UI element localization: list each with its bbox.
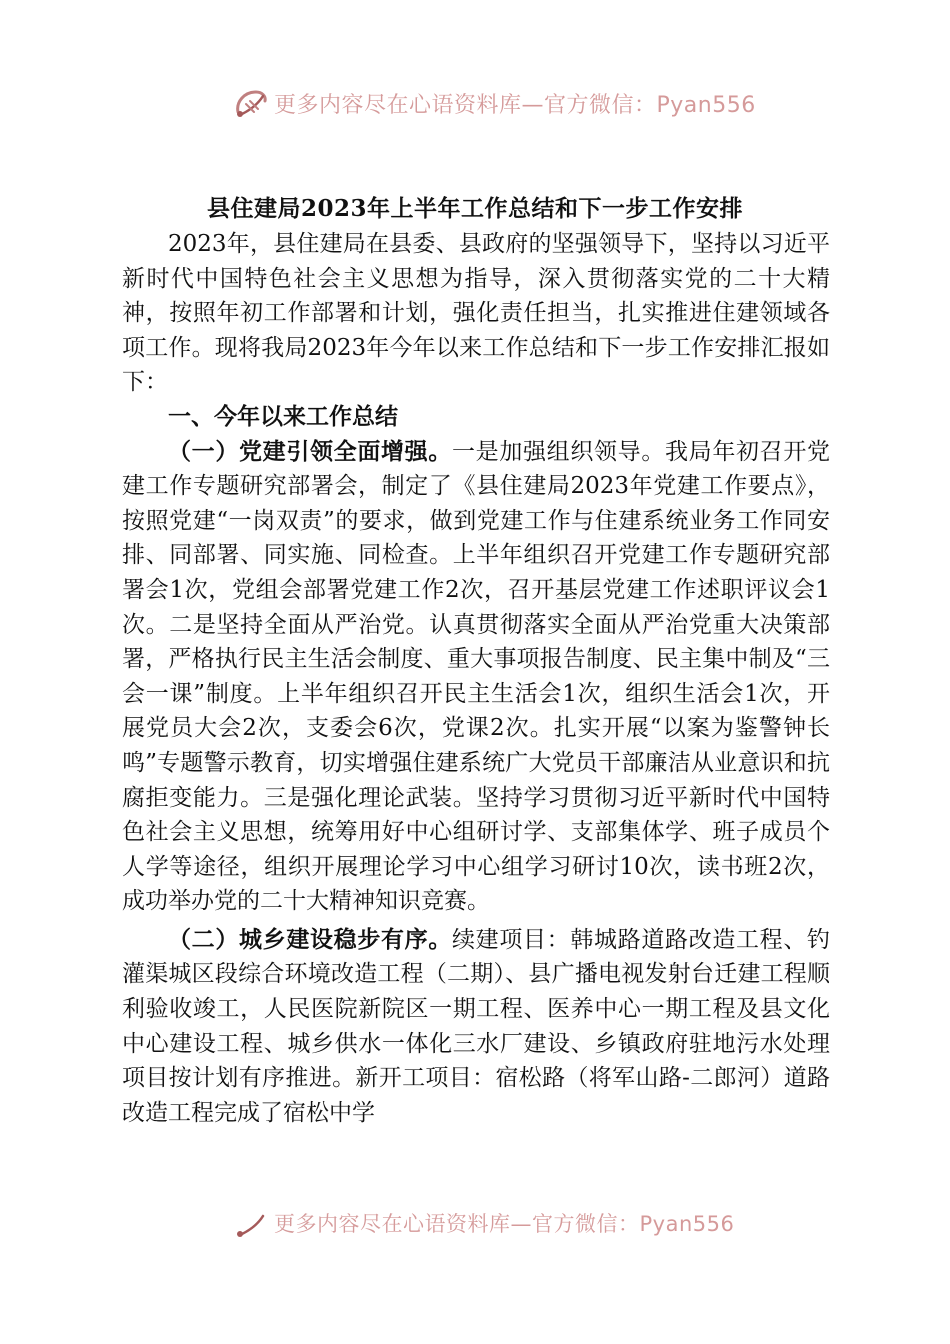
paragraph-lead: （二）城乡建设稳步有序。 <box>168 925 452 953</box>
paragraph-lead: （一）党建引领全面增强。 <box>168 437 452 465</box>
document-body <box>122 227 830 1130</box>
watermark-banner-top <box>232 86 756 120</box>
brush-logo-icon <box>232 86 270 120</box>
paragraph-party-building <box>122 435 830 919</box>
paragraph-urban-rural <box>122 923 830 1131</box>
watermark-banner-bottom <box>232 1208 734 1238</box>
document-title: 县住建局2023年上半年工作总结和下一步工作安排 <box>206 195 743 222</box>
intro-paragraph: 2023年，县住建局在县委、县政府的坚强领导下，坚持以习近平新时代中国特色社会主义思想为指导，深入贯彻落实党的二十大精神，按照年初工作部署和计划，强化责任担当，扎实推进住建领域各项工作。现将我局2023年今年以来工作总结和下一步工作安排汇报如下： <box>122 231 830 396</box>
paragraph-text: 续建项目：韩城路道路改造工程、钓灌渠城区段综合环境改造工程（二期）、县广播电视发射台迁建工程顺利验收竣工，人民医院新院区一期工程、医养中心一期工程及县文化中心建设工程、城乡供水一体化三水厂建设、乡镇政府驻地污水处理项目按计划有序推进。新开工项目：宿松路（将军山路-二郎河）道路改造工程完成了宿松中学 <box>122 926 831 1126</box>
watermark-text: 更多内容尽在心语资料库—官方微信：Pyan556 <box>274 1212 735 1236</box>
watermark-text: 更多内容尽在心语资料库—官方微信：Pyan556 <box>274 92 756 118</box>
section-heading: 一、今年以来工作总结 <box>168 402 398 430</box>
paragraph-text: 一是加强组织领导。我局年初召开党建工作专题研究部署会，制定了《县住建局2023年党建工作要点》，按照党建“一岗双责”的要求，做到党建工作与住建系统业务工作同安排、同部署、同实施、同检查。上半年组织召开党建工作专题研究部署会1次，党组会部署党建工作2次，召开基层党建工作述职评议会1次。二是坚持全面从严治党。认真贯彻落实全面从严治党重大决策部署，严格执行民主生活会制度、重大事项报告制度、民主集中制及“三会一课”制度。上半年组织召开民主生活会1次，组织生活会1次，开展党员大会2次，支委会6次，党课2次。扎实开展“以案为鉴警钟长鸣”专题警示教育，切实增强住建系统广大党员干部廉洁从业意识和抗腐拒变能力。三是强化理论武装。坚持学习贯彻习近平新时代中国特色社会主义思想，统筹用好中心组研讨学、支部集体学、班子成员个人学等途径，组织开展理论学习中心组学习研讨10次，读书班2次，成功举办党的二十大精神知识竞赛。 <box>122 438 831 915</box>
brush-logo-icon <box>232 1206 270 1240</box>
